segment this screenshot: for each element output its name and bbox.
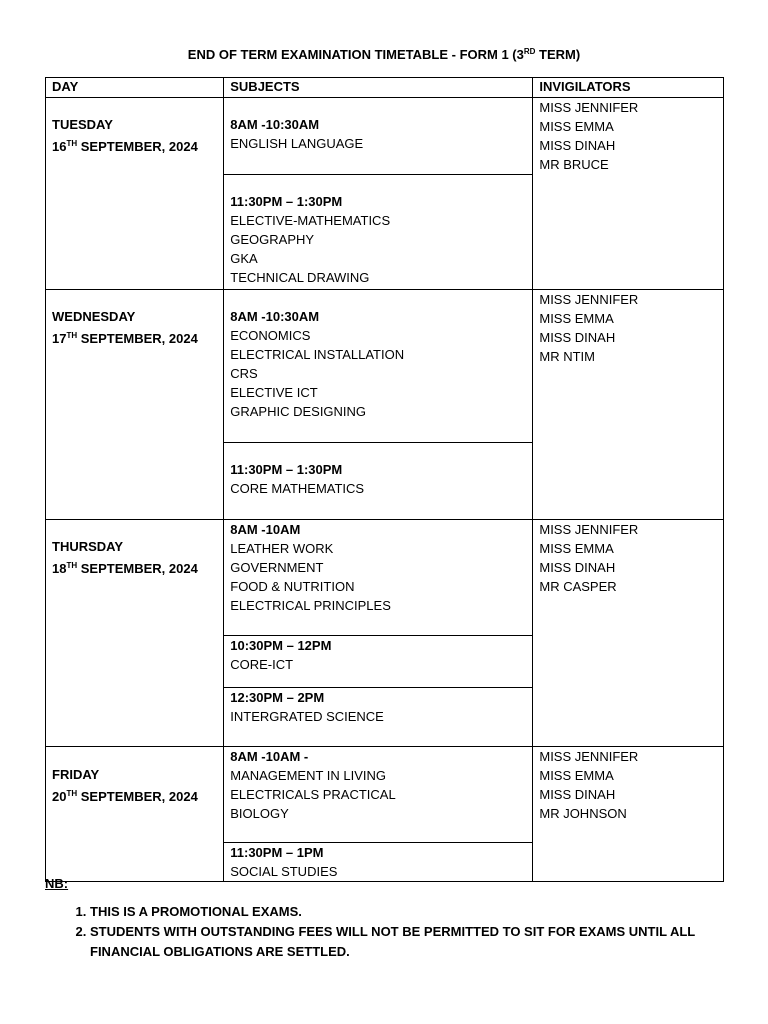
day-cell (46, 98, 224, 290)
header-row (46, 78, 724, 98)
invigilators-cell (533, 520, 724, 747)
day-name: WEDNESDAY (52, 309, 136, 324)
subject-name: ELECTRICALS PRACTICAL (230, 787, 396, 802)
slot-row (46, 98, 724, 175)
day-cell (46, 520, 224, 747)
subject-name: SOCIAL STUDIES (230, 864, 338, 879)
subject-name: ELECTIVE ICT (230, 385, 318, 400)
invigilator-name: MISS JENNIFER (539, 522, 639, 537)
slot-time: 11:30PM – 1:30PM (230, 194, 343, 209)
invigilators-cell (533, 747, 724, 882)
slot-row (46, 520, 724, 636)
subject-name: CORE MATHEMATICS (230, 481, 365, 496)
subject-name: LEATHER WORK (230, 541, 334, 556)
subject-name: ECONOMICS (230, 328, 311, 343)
subjects-cell (224, 636, 533, 688)
day-date: 20TH SEPTEMBER, 2024 (52, 789, 198, 804)
day-name: FRIDAY (52, 767, 100, 782)
slot-time: 11:30PM – 1:30PM (230, 462, 343, 477)
slot-time: 8AM -10:30AM (230, 117, 320, 132)
invigilator-name: MISS JENNIFER (539, 292, 639, 307)
invigilator-name: MISS DINAH (539, 138, 616, 153)
invigilator-name: MISS JENNIFER (539, 100, 639, 115)
invigilators-cell (533, 98, 724, 290)
subjects-cell (224, 520, 533, 636)
document-title: END OF TERM EXAMINATION TIMETABLE - FORM 1 (3RD TERM) (187, 47, 581, 62)
subject-name: CRS (230, 366, 258, 381)
day-date: 16TH SEPTEMBER, 2024 (52, 139, 198, 154)
notes-list (45, 902, 730, 962)
subjects-cell (224, 688, 533, 747)
header-invigilators: INVIGILATORS (533, 78, 724, 98)
invigilator-name: MISS DINAH (539, 787, 616, 802)
invigilator-name: MR BRUCE (539, 157, 609, 172)
nb-label: NB: (45, 876, 69, 891)
slot-row (46, 747, 724, 843)
invigilator-name: MISS DINAH (539, 330, 616, 345)
note-item: 2. STUDENTS WITH OUTSTANDING FEES WILL NOT BE PERMITTED TO SIT FOR EXAMS UNTIL ALL FINANCIAL OBLIGATIONS ARE SETTLED. (90, 922, 730, 962)
subject-name: ELECTIVE-MATHEMATICS (230, 213, 391, 228)
invigilator-name: MR CASPER (539, 579, 617, 594)
subject-name: GEOGRAPHY (230, 232, 315, 247)
subject-name: MANAGEMENT IN LIVING (230, 768, 387, 783)
invigilator-name: MISS JENNIFER (539, 749, 639, 764)
subjects-cell (224, 843, 533, 882)
note-item: 1. THIS IS A PROMOTIONAL EXAMS. (90, 902, 730, 922)
subject-name: TECHNICAL DRAWING (230, 270, 370, 285)
day-cell (46, 290, 224, 520)
day-name: TUESDAY (52, 117, 113, 132)
day-cell (46, 747, 224, 882)
slot-time: 12:30PM – 2PM (230, 690, 325, 705)
subject-name: GRAPHIC DESIGNING (230, 404, 367, 419)
subject-name: BIOLOGY (230, 806, 289, 821)
timetable (45, 77, 724, 882)
header-day: DAY (46, 78, 224, 98)
subjects-cell (224, 290, 533, 443)
slot-time: 10:30PM – 12PM (230, 638, 332, 653)
invigilator-name: MISS EMMA (539, 768, 614, 783)
subjects-cell (224, 747, 533, 843)
subject-name: GOVERNMENT (230, 560, 324, 575)
invigilator-name: MISS EMMA (539, 311, 614, 326)
subject-name: ELECTRICAL PRINCIPLES (230, 598, 391, 613)
invigilator-name: MR JOHNSON (539, 806, 627, 821)
subject-name: ELECTRICAL INSTALLATION (230, 347, 405, 362)
invigilator-name: MISS EMMA (539, 119, 614, 134)
slot-time: 8AM -10AM - (230, 749, 309, 764)
slot-time: 11:30PM – 1PM (230, 845, 324, 860)
day-name: THURSDAY (52, 539, 124, 554)
header-subjects: SUBJECTS (224, 78, 533, 98)
day-date: 18TH SEPTEMBER, 2024 (52, 561, 198, 576)
subject-name: FOOD & NUTRITION (230, 579, 355, 594)
invigilator-name: MR NTIM (539, 349, 595, 364)
subject-name: INTERGRATED SCIENCE (230, 709, 384, 724)
subject-name: CORE-ICT (230, 657, 294, 672)
subjects-cell (224, 98, 533, 175)
slot-time: 8AM -10AM (230, 522, 301, 537)
invigilator-name: MISS DINAH (539, 560, 616, 575)
day-date: 17TH SEPTEMBER, 2024 (52, 331, 198, 346)
subjects-cell (224, 175, 533, 290)
invigilators-cell (533, 290, 724, 520)
slot-time: 8AM -10:30AM (230, 309, 320, 324)
subjects-cell (224, 443, 533, 520)
invigilator-name: MISS EMMA (539, 541, 614, 556)
subject-name: ENGLISH LANGUAGE (230, 136, 364, 151)
slot-row (46, 290, 724, 443)
subject-name: GKA (230, 251, 258, 266)
